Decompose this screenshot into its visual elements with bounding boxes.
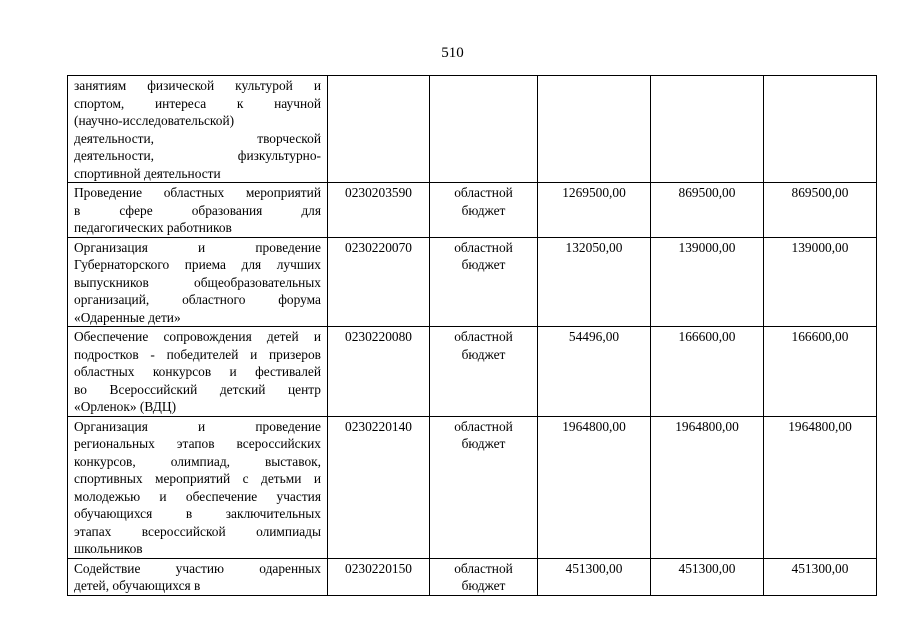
activity-name-line: Обеспечение сопровождения детей и bbox=[74, 329, 321, 344]
activity-name-line: Губернаторского приема для лучших bbox=[74, 257, 321, 272]
amount-year1-cell bbox=[538, 76, 651, 183]
activity-name-line: областных конкурсов и фестивалей bbox=[74, 364, 321, 379]
funding-source-cell: областной бюджет bbox=[430, 416, 538, 558]
budget-code-cell bbox=[328, 76, 430, 183]
funding-source-cell: областной бюджет bbox=[430, 237, 538, 327]
amount-year3-cell: 139000,00 bbox=[764, 237, 877, 327]
funding-source-cell: областной бюджет bbox=[430, 183, 538, 238]
activity-name-line: педагогических работников bbox=[74, 220, 232, 235]
activity-name-cell bbox=[68, 237, 328, 327]
activity-name-line: Содействие участию одаренных bbox=[74, 560, 321, 576]
amount-year3-cell: 869500,00 bbox=[764, 183, 877, 238]
activity-name-line: спортивной деятельности bbox=[74, 165, 221, 181]
table-row bbox=[68, 183, 877, 238]
budget-table-body bbox=[68, 76, 877, 596]
activity-name-line: занятиям физической культурой и bbox=[74, 78, 321, 93]
amount-year2-cell: 1964800,00 bbox=[651, 416, 764, 558]
budget-table bbox=[67, 75, 877, 596]
activity-name-line: школьников bbox=[74, 541, 143, 556]
amount-year3-cell: 1964800,00 bbox=[764, 416, 877, 558]
funding-source-cell: областной бюджет bbox=[430, 327, 538, 417]
table-row bbox=[68, 558, 877, 595]
activity-name-line: спортивных мероприятий с детьми и bbox=[74, 471, 321, 486]
amount-year2-cell bbox=[651, 76, 764, 183]
amount-year2-cell: 139000,00 bbox=[651, 237, 764, 327]
activity-name-line: «Одаренные дети» bbox=[74, 309, 181, 325]
budget-code-cell: 0230220140 bbox=[328, 416, 430, 558]
activity-name-line: спортом, интереса к научной bbox=[74, 95, 321, 111]
budget-code-cell: 0230220150 bbox=[328, 558, 430, 595]
activity-name-line: молодежью и обеспечение участия bbox=[74, 488, 321, 504]
amount-year3-cell: 451300,00 bbox=[764, 558, 877, 595]
activity-name-line: выпускников общеобразовательных bbox=[74, 274, 321, 290]
activity-name-line: Организация и проведение bbox=[74, 418, 321, 434]
activity-name-line: в сфере образования для bbox=[74, 202, 321, 218]
amount-year1-cell: 451300,00 bbox=[538, 558, 651, 595]
activity-name-line: детей, обучающихся в bbox=[74, 578, 201, 593]
activity-name-line: деятельности, творческой bbox=[74, 130, 321, 146]
activity-name-line: деятельности, физкультурно- bbox=[74, 148, 321, 163]
activity-name-cell bbox=[68, 327, 328, 417]
activity-name-line: «Орленок» (ВДЦ) bbox=[74, 399, 177, 414]
activity-name-line: организаций, областного форума bbox=[74, 292, 321, 307]
table-row bbox=[68, 416, 877, 558]
amount-year1-cell: 1269500,00 bbox=[538, 183, 651, 238]
activity-name-line: Проведение областных мероприятий bbox=[74, 185, 321, 200]
activity-name-line: (научно-исследовательской) bbox=[74, 113, 235, 128]
funding-source-cell bbox=[430, 76, 538, 183]
activity-name-cell bbox=[68, 558, 328, 595]
amount-year1-cell: 1964800,00 bbox=[538, 416, 651, 558]
activity-name-line: региональных этапов всероссийских bbox=[74, 436, 321, 451]
activity-name-line: во Всероссийский детский центр bbox=[74, 381, 321, 397]
table-row bbox=[68, 237, 877, 327]
table-row bbox=[68, 327, 877, 417]
amount-year1-cell: 54496,00 bbox=[538, 327, 651, 417]
activity-name-cell bbox=[68, 76, 328, 183]
page-number: 510 bbox=[441, 45, 464, 61]
amount-year1-cell: 132050,00 bbox=[538, 237, 651, 327]
amount-year2-cell: 166600,00 bbox=[651, 327, 764, 417]
amount-year3-cell: 166600,00 bbox=[764, 327, 877, 417]
activity-name-line: этапах всероссийской олимпиады bbox=[74, 523, 321, 539]
activity-name-line: подростков - победителей и призеров bbox=[74, 346, 321, 362]
activity-name-cell bbox=[68, 183, 328, 238]
amount-year2-cell: 451300,00 bbox=[651, 558, 764, 595]
budget-code-cell: 0230220080 bbox=[328, 327, 430, 417]
activity-name-line: обучающихся в заключительных bbox=[74, 506, 321, 521]
amount-year3-cell bbox=[764, 76, 877, 183]
budget-code-cell: 0230203590 bbox=[328, 183, 430, 238]
budget-code-cell: 0230220070 bbox=[328, 237, 430, 327]
activity-name-cell bbox=[68, 416, 328, 558]
activity-name-line: Организация и проведение bbox=[74, 239, 321, 255]
amount-year2-cell: 869500,00 bbox=[651, 183, 764, 238]
funding-source-cell: областной бюджет bbox=[430, 558, 538, 595]
table-row bbox=[68, 76, 877, 183]
activity-name-line: конкурсов, олимпиад, выставок, bbox=[74, 453, 321, 469]
